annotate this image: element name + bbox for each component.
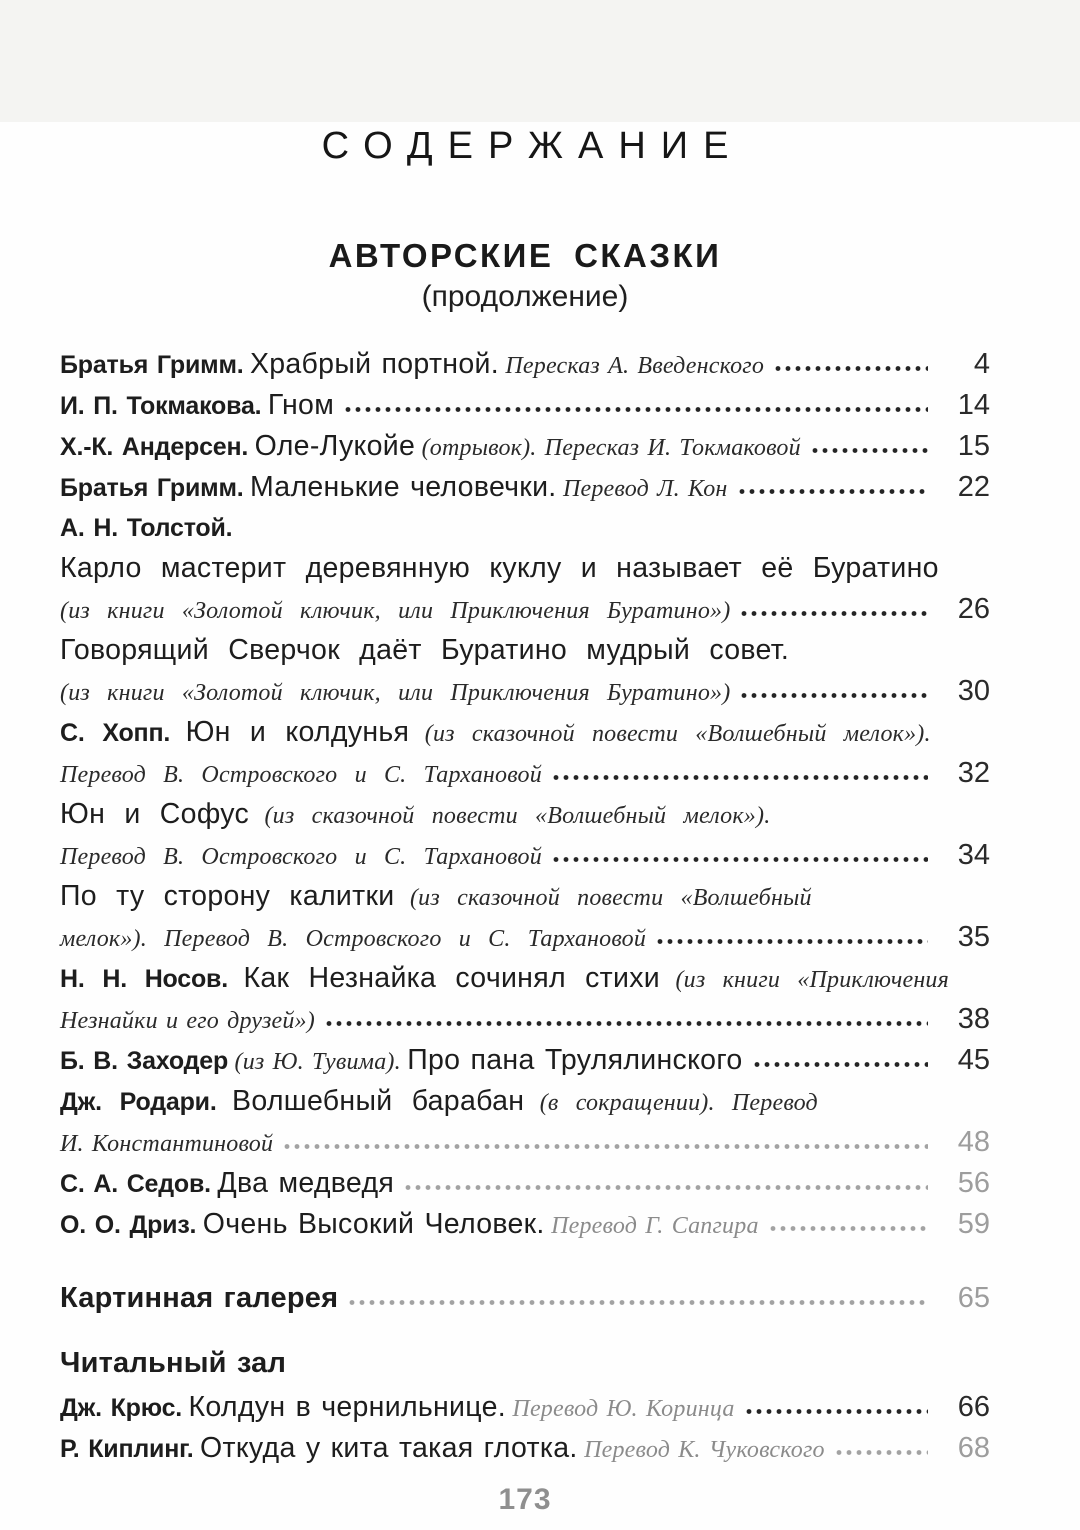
leader-dots	[343, 405, 928, 414]
page-number: 65	[957, 1282, 990, 1314]
toc-line	[60, 837, 990, 878]
line-text	[60, 1042, 743, 1083]
toc-entry	[60, 346, 990, 387]
text-segment-note: И. Константиновой	[60, 1131, 274, 1157]
text-segment-author: О. О. Дриз.	[60, 1211, 197, 1239]
text-segment-note: мелок»). Перевод В. Островского и С. Тархановой	[60, 926, 647, 952]
line-text	[60, 469, 728, 510]
toc-line	[60, 1277, 990, 1324]
toc-line	[60, 428, 990, 469]
page-number: 30	[957, 675, 990, 707]
text-segment-note: Перевод В. Островского и С. Тархановой	[60, 844, 542, 870]
page-number: 68	[957, 1432, 990, 1464]
leader-dots	[744, 1407, 928, 1416]
text-segment-author: Р. Киплинг.	[60, 1435, 194, 1463]
line-text	[60, 428, 801, 469]
text-segment-section: Картинная галерея	[60, 1282, 339, 1314]
text-segment-note: (из сказочной повести «Волшебный мелок»).	[264, 803, 771, 829]
text-segment-note: (из книги «Золотой ключик, или Приключения Буратино»)	[60, 680, 731, 706]
page-number: 22	[957, 471, 990, 503]
toc-entry	[60, 428, 990, 469]
text-segment-title: Как Незнайка сочинял стихи	[243, 962, 660, 994]
text-segment-author: Дж. Крюс.	[60, 1394, 183, 1422]
text-segment-author: С. А. Седов.	[60, 1170, 211, 1198]
line-text	[60, 675, 730, 714]
line-text	[60, 1083, 818, 1124]
line-text	[60, 757, 542, 796]
line-text	[60, 796, 770, 837]
doc-page	[0, 122, 1080, 1530]
toc-line	[60, 550, 990, 591]
page-number: 14	[957, 389, 990, 421]
leader-dots	[773, 364, 928, 373]
page-number: 66	[957, 1391, 990, 1423]
page-content	[0, 122, 1080, 1515]
toc-list	[60, 346, 990, 1471]
line-text	[60, 1003, 315, 1042]
toc-line	[60, 1083, 990, 1124]
text-segment-author: Братья Гримм.	[60, 474, 244, 502]
page-number: 59	[957, 1208, 990, 1240]
toc-line	[60, 1042, 990, 1083]
toc-line	[60, 1001, 990, 1042]
text-segment-title: Очень Высокий Человек.	[202, 1208, 545, 1240]
text-segment-title: Про пана Трулялинского	[407, 1044, 743, 1076]
text-segment-note_faded: Перевод Г. Сапгира	[551, 1213, 759, 1239]
toc-entry	[60, 632, 990, 714]
text-segment-title: Колдун в чернильнице.	[188, 1391, 506, 1423]
text-segment-author: Х.-К. Андерсен.	[60, 433, 249, 461]
line-text	[60, 714, 931, 755]
toc-entry	[60, 1342, 990, 1389]
line-text	[60, 593, 730, 632]
toc-entry	[60, 510, 990, 550]
text-segment-title: Говорящий Сверчок даёт Буратино мудрый совет.	[60, 634, 790, 666]
toc-line	[60, 632, 990, 673]
toc-line	[60, 1165, 990, 1206]
text-segment-title: По ту сторону калитки	[60, 880, 395, 912]
toc-line	[60, 878, 990, 919]
text-segment-title: Волшебный барабан	[232, 1085, 525, 1117]
page-number: 15	[957, 430, 990, 462]
toc-entry	[60, 714, 990, 796]
leader-dots	[810, 446, 928, 455]
text-segment-note: Незнайки и его друзей»)	[60, 1008, 315, 1034]
text-segment-note: Перевод В. Островского и С. Тархановой	[60, 762, 542, 788]
text-segment-title: Оле-Лукойе	[254, 430, 416, 462]
toc-line	[60, 714, 990, 755]
leader-dots	[551, 855, 928, 864]
text-segment-note: Пересказ А. Введенского	[505, 353, 765, 379]
text-segment-note_faded: Перевод К. Чуковского	[584, 1437, 825, 1463]
text-segment-title: Маленькие человечки.	[249, 471, 557, 503]
line-text	[60, 346, 764, 387]
page-number: 34	[957, 839, 990, 871]
text-segment-author: Братья Гримм.	[60, 351, 244, 379]
page-title: СОДЕРЖАНИЕ	[321, 125, 744, 167]
line-text	[60, 510, 232, 550]
text-segment-note: (из сказочной повести «Волшебный	[409, 885, 812, 911]
section-heading: АВТОРСКИЕ СКАЗКИ	[328, 237, 722, 274]
leader-dots	[834, 1448, 928, 1457]
text-segment-title: Откуда у кита такая глотка.	[200, 1432, 578, 1464]
line-text	[60, 1165, 394, 1206]
leader-dots	[768, 1224, 928, 1233]
toc-entry	[60, 387, 990, 428]
text-segment-title: Юн и Софус	[60, 798, 250, 830]
text-segment-note_faded: Перевод Ю. Коринца	[512, 1396, 735, 1422]
text-segment-author: Б. В. Заходер	[60, 1047, 229, 1075]
leader-dots	[737, 487, 928, 496]
text-segment-note: (из сказочной повести «Волшебный мелок»).	[424, 721, 931, 747]
text-segment-author: Дж. Родари.	[60, 1088, 217, 1116]
toc-line	[60, 510, 990, 550]
text-segment-author: А. Н. Толстой.	[60, 514, 233, 542]
text-segment-note: (из книги «Приключения	[675, 967, 949, 993]
line-text	[60, 1389, 735, 1430]
toc-entry	[60, 1206, 990, 1247]
line-text	[60, 632, 789, 673]
toc-line	[60, 919, 990, 960]
toc-entry	[60, 1083, 990, 1165]
line-text	[60, 1126, 273, 1165]
text-segment-author: Н. Н. Носов.	[60, 965, 228, 993]
leader-dots	[282, 1142, 928, 1151]
toc-entry	[60, 1430, 990, 1471]
toc-entry	[60, 960, 990, 1042]
footer-page-number: 173	[498, 1483, 552, 1516]
toc-line	[60, 1342, 990, 1389]
text-segment-note: (отрывок). Пересказ И. Токмаковой	[421, 435, 801, 461]
toc-line	[60, 387, 990, 428]
toc-entry	[60, 878, 990, 960]
line-text	[60, 1342, 286, 1389]
section-subheading: (продолжение)	[421, 280, 629, 313]
toc-line	[60, 673, 990, 714]
leader-dots	[752, 1060, 928, 1069]
text-segment-author: С. Хопп.	[60, 719, 171, 747]
toc-entry	[60, 1042, 990, 1083]
text-segment-title: Два медведя	[217, 1167, 395, 1199]
toc-line	[60, 960, 990, 1001]
line-text	[60, 387, 334, 428]
page-number: 4	[973, 348, 990, 380]
text-segment-note: (из Ю. Тувима).	[234, 1049, 401, 1075]
leader-dots	[347, 1298, 928, 1307]
toc-line	[60, 346, 990, 387]
leader-dots	[551, 773, 928, 782]
toc-line	[60, 1430, 990, 1471]
line-text	[60, 1430, 825, 1471]
page-number: 38	[957, 1003, 990, 1035]
line-text	[60, 921, 646, 960]
line-text	[60, 839, 542, 878]
leader-dots	[403, 1183, 928, 1192]
leader-dots	[739, 691, 928, 700]
line-text	[60, 960, 949, 1001]
leader-dots	[324, 1019, 928, 1028]
page-number: 48	[957, 1126, 990, 1158]
toc-entry	[60, 550, 990, 632]
line-text	[60, 1277, 338, 1324]
text-segment-note: Перевод Л. Кон	[562, 476, 728, 502]
toc-line	[60, 1206, 990, 1247]
text-segment-title: Храбрый портной.	[249, 348, 499, 380]
toc-line	[60, 1389, 990, 1430]
text-segment-title: Карло мастерит деревянную куклу и называет её Буратино	[60, 552, 939, 584]
toc-line	[60, 796, 990, 837]
toc-entry	[60, 1389, 990, 1430]
text-segment-title: Гном	[267, 389, 335, 421]
toc-line	[60, 755, 990, 796]
line-text	[60, 550, 939, 591]
page-number: 35	[957, 921, 990, 953]
toc-entry	[60, 1277, 990, 1324]
text-segment-title: Юн и колдунья	[185, 716, 410, 748]
page-number: 32	[957, 757, 990, 789]
page-number: 56	[957, 1167, 990, 1199]
toc-entry	[60, 796, 990, 878]
text-segment-note: (из книги «Золотой ключик, или Приключения Буратино»)	[60, 598, 731, 624]
toc-entry	[60, 469, 990, 510]
page-number: 45	[957, 1044, 990, 1076]
toc-line	[60, 591, 990, 632]
line-text	[60, 878, 812, 919]
text-segment-author: И. П. Токмакова.	[60, 392, 262, 420]
page-number: 26	[957, 593, 990, 625]
toc-entry	[60, 1165, 990, 1206]
toc-line	[60, 1124, 990, 1165]
line-text	[60, 1206, 759, 1247]
leader-dots	[739, 609, 928, 618]
leader-dots	[655, 937, 928, 946]
toc-line	[60, 469, 990, 510]
text-segment-section: Читальный зал	[60, 1347, 287, 1379]
text-segment-note: (в сокращении). Перевод	[539, 1090, 818, 1116]
